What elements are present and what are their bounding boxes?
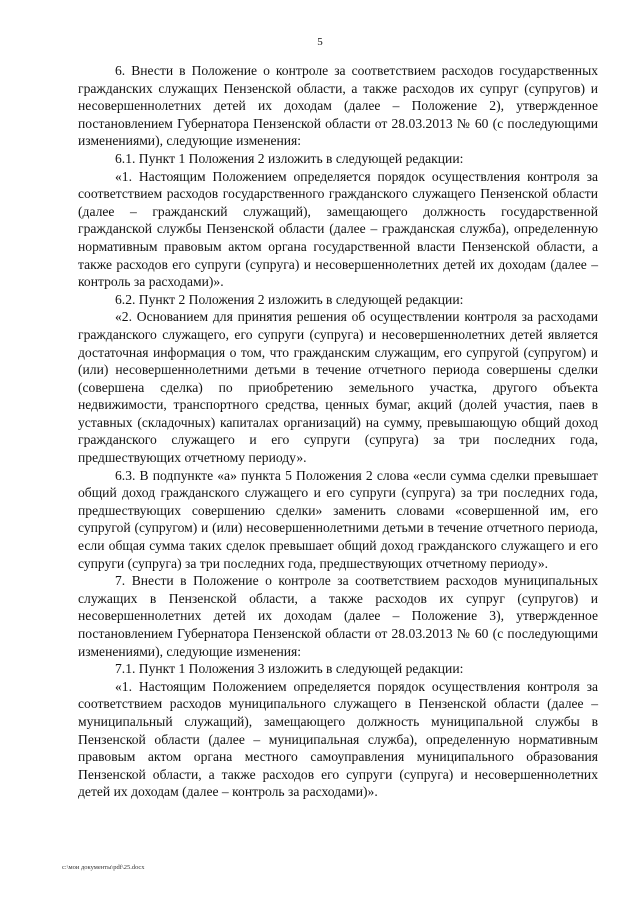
paragraph-6-3: 6.3. В подпункте «а» пункта 5 Положения 2 слова «если сумма сделки превышает общий доход гражданского служащего и его супруги (супруга) за три последних года, предшествующих совершению сделки» заменить словами «совершенной им, его супругой (супругом) и (или) несовершеннолетними детьми в течение отчетного периода, если общая сумма таких сделок превышает общий доход гражданского служащего и его супруги (супруга) за три последних года, предшествующих отчетному периоду». <box>78 467 598 571</box>
paragraph-6-2-text: «2. Основанием для принятия решения об осуществлении контроля за расходами гражданского служащего, его супруги (супруга) и несовершеннолетних детей является достаточная информация о том, что гражданским служащим, его супругой (супругом) и (или) несовершеннолетними детьми в течение отчетного периода совершены сделки (совершена сделка) по приобретению земельного участка, другого объекта недвижимости, транспортного средства, ценных бумаг, акций (долей участия, паев в уставных (складочных) капиталах организаций) на сумму, превышающую общий доход гражданского служащего и его супруги (супруга) за три последних года, предшествующих отчетному периоду». <box>78 309 598 466</box>
paragraph-7-1: 7.1. Пункт 1 Положения 3 изложить в следующей редакции: <box>115 661 464 677</box>
document-body <box>78 62 598 801</box>
paragraph-6-2: 6.2. Пункт 2 Положения 2 изложить в следующей редакции: <box>115 291 464 307</box>
paragraph-6: 6. Внести в Положение о контроле за соответствием расходов государственных гражданских служащих Пензенской области, а также расходов их супруг (супругов) и несовершеннолетних детей их доходам (далее – Положение 2), утвержденное постановлением Губернатора Пензенской области от 28.03.2013 № 60 (с последующими изменениями), следующие изменения: <box>78 63 598 149</box>
paragraph-7: 7. Внести в Положение о контроле за соответствием расходов муниципальных служащих в Пензенской области, а также расходов их супруг (супругов) и несовершеннолетних детей их доходам (далее – Положение 3), утвержденное постановлением Губернатора Пензенской области от 28.03.2013 № 60 (с последующими изменениями), следующие изменения: <box>78 573 598 659</box>
paragraph-7-1-text: «1. Настоящим Положением определяется порядок осуществления контроля за соответствием расходов муниципального служащего в Пензенской области (далее – муниципальный служащий), замещающего должность муниципальной службы в Пензенской области (далее – муниципальная служба), определенную нормативным правовым актом органа местного самоуправления муниципального образования Пензенской области, а также расходов его супруги (супруга) и несовершеннолетних детей их доходам (далее – контроль за расходами)». <box>78 678 598 800</box>
paragraph-6-1-text: «1. Настоящим Положением определяется порядок осуществления контроля за соответствием расходов государственного гражданского служащего Пензенской области (далее – гражданский служащий), замещающего должность государственной гражданской службы Пензенской области (далее – гражданская служба), определенную нормативным правовым актом органа государственной власти Пензенской области, а также расходов его супруги (супруга) и несовершеннолетних детей их доходам (далее – контроль за расходами)». <box>78 168 598 290</box>
footer-file-path: c:\мои документы\pdf\25.docx <box>62 864 145 871</box>
paragraph-6-1: 6.1. Пункт 1 Положения 2 изложить в следующей редакции: <box>115 150 464 166</box>
page-number: 5 <box>317 36 323 48</box>
